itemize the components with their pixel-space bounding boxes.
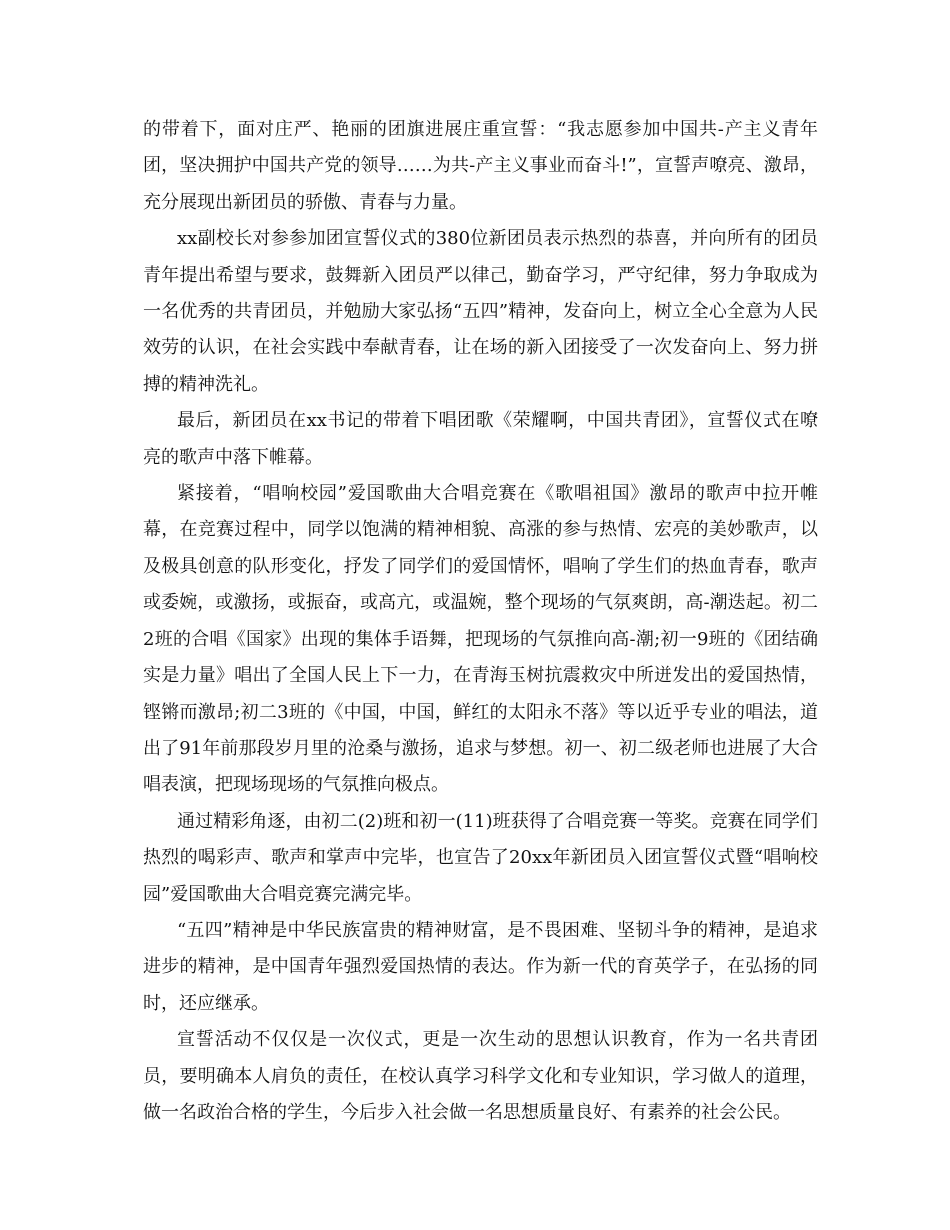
paragraph: xx副校长对参参加团宣誓仪式的380位新团员表示热烈的恭喜，并向所有的团员青年提出希望与要求，鼓舞新入团员严以律己，勤奋学习，严守纪律，努力争取成为一名优秀的共青团员，并勉励大家弘扬“五四”精神，发奋向上，树立全心全意为人民效劳的认识，在社会实践中奉献青春，让在场的新入团接受了一次发奋向上、努力拼搏的精神洗礼。 <box>143 228 818 395</box>
paragraph: “五四”精神是中华民族富贵的精神财富，是不畏困难、坚韧斗争的精神，是追求进步的精神，是中国青年强烈爱国热情的表达。作为新一代的育英学子，在弘扬的同时，还应继承。 <box>143 919 818 1014</box>
paragraph: 最后，新团员在xx书记的带着下唱团歌《荣耀啊，中国共青团》，宣誓仪式在嘹亮的歌声中落下帷幕。 <box>143 410 818 468</box>
paragraph: 宣誓活动不仅仅是一次仪式，更是一次生动的思想认识教育，作为一名共青团员，要明确本人肩负的责任，在校认真学习科学文化和专业知识，学习做人的道理，做一名政治合格的学生，今后步入社会做一名思想质量良好、有素养的社会公民。 <box>143 1029 818 1123</box>
document-body <box>143 112 818 1131</box>
paragraph: 通过精彩角逐，由初二(2)班和初一(11)班获得了合唱竞赛一等奖。竞赛在同学们热烈的喝彩声、歌声和掌声中完毕，也宣告了20xx年新团员入团宣誓仪式暨“唱响校园”爱国歌曲大合唱竞赛完满完毕。 <box>143 810 818 905</box>
paragraph: 紧接着，“唱响校园”爱国歌曲大合唱竞赛在《歌唱祖国》激昂的歌声中拉开帷幕，在竞赛过程中，同学以饱满的精神相貌、高涨的参与热情、宏亮的美妙歌声，以及极具创意的队形变化，抒发了同学们的爱国情怀，唱响了学生们的热血青春，歌声或委婉，或激扬，或振奋，或高亢，或温婉，整个现场的气氛爽朗，高-潮迭起。初二2班的合唱《国家》出现的集体手语舞，把现场的气氛推向高-潮;初一9班的《团结确实是力量》唱出了全国人民上下一力，在青海玉树抗震救灾中所迸发出的爱国热情，铿锵而激昂;初二3班的《中国，中国，鲜红的太阳永不落》等以近乎专业的唱法，道出了91年前那段岁月里的沧桑与激扬，追求与梦想。初一、初二级老师也进展了大合唱表演，把现场现场的气氛推向极点。 <box>143 483 818 796</box>
paragraph-continued: 的带着下，面对庄严、艳丽的团旗进展庄重宣誓：“我志愿参加中国共-产主义青年团，坚决拥护中国共产党的领导……为共-产主义事业而奋斗!”，宣誓声嘹亮、激昂，充分展现出新团员的骄傲、青春与力量。 <box>143 119 818 213</box>
